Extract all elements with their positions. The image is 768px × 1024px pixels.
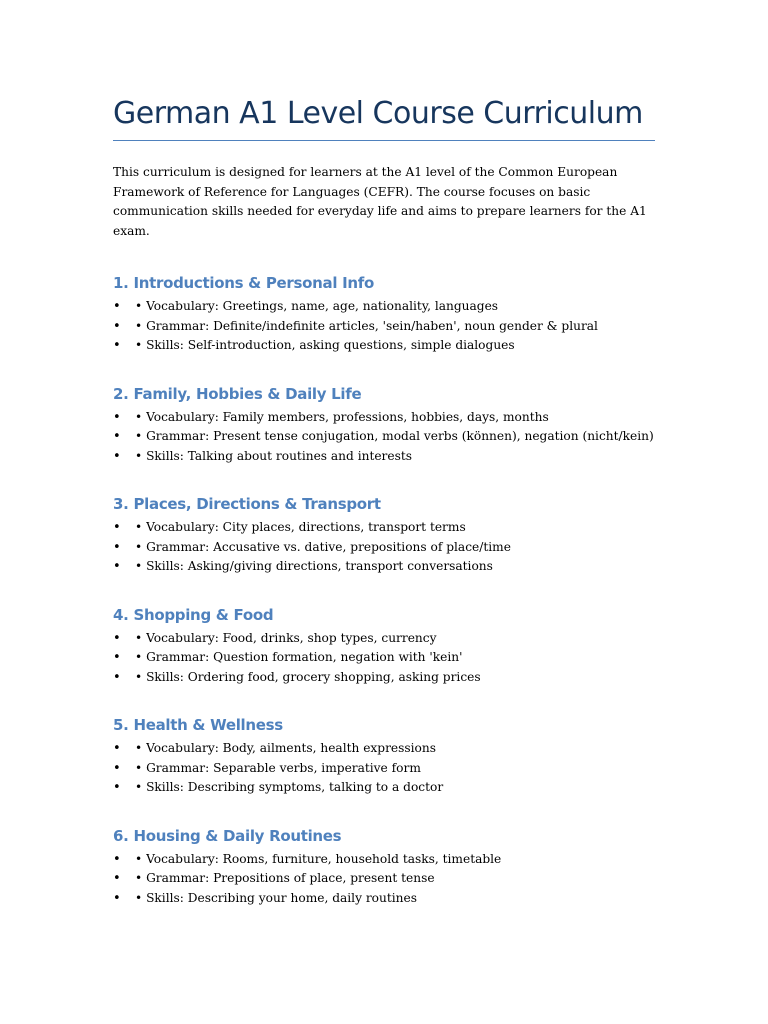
list-item: [113, 629, 655, 649]
list-item-text: • Grammar: Question formation, negation with 'kein': [135, 650, 463, 664]
section-bullet-list: [113, 297, 655, 356]
list-item: [113, 668, 655, 688]
list-item-text: • Vocabulary: Family members, professions, hobbies, days, months: [135, 409, 549, 424]
list-item-text: • Vocabulary: Body, ailments, health expressions: [135, 741, 436, 755]
bullet-icon: •: [113, 851, 121, 867]
list-item-text: • Grammar: Prepositions of place, present tense: [135, 871, 435, 885]
list-item: [113, 336, 655, 356]
list-item: [113, 759, 655, 779]
list-item: [113, 317, 655, 337]
section-heading: 4. Shopping & Food: [113, 605, 274, 624]
list-item: [113, 297, 655, 317]
curriculum-section: [113, 826, 655, 909]
list-item: [113, 648, 655, 668]
section-heading: 2. Family, Hobbies & Daily Life: [113, 384, 362, 403]
list-item-text: • Skills: Describing symptoms, talking to a doctor: [135, 780, 444, 794]
bullet-icon: •: [113, 559, 121, 574]
section-bullet-list: [113, 629, 655, 688]
section-bullet-list: [113, 518, 655, 577]
bullet-icon: •: [113, 409, 121, 425]
title-underline: [113, 140, 655, 141]
list-item: [113, 557, 655, 577]
intro-paragraph: This curriculum is designed for learners at the A1 level of the Common European Framework of Reference for Languages (CEFR). The course focuses on basic communication skills needed for everyday life and aims to prepare learners for the A1 exam.: [113, 165, 647, 238]
list-item: [113, 408, 655, 428]
curriculum-section: [113, 494, 655, 577]
bullet-icon: •: [113, 429, 121, 444]
list-item-text: • Vocabulary: Food, drinks, shop types, currency: [135, 630, 437, 645]
bullet-icon: •: [113, 760, 121, 776]
bullet-icon: •: [113, 871, 121, 886]
bullet-icon: •: [113, 448, 121, 464]
section-heading: 3. Places, Directions & Transport: [113, 495, 381, 513]
list-item-text: • Vocabulary: Greetings, name, age, nationality, languages: [135, 299, 499, 313]
bullet-icon: •: [113, 539, 121, 555]
list-item: [113, 427, 655, 447]
bullet-icon: •: [113, 780, 121, 795]
section-heading: 5. Health & Wellness: [113, 716, 283, 734]
list-item-text: • Skills: Describing your home, daily routines: [135, 890, 417, 905]
list-item-text: • Skills: Self-introduction, asking questions, simple dialogues: [135, 338, 515, 352]
section-heading: 6. Housing & Daily Routines: [113, 826, 342, 845]
sections-container: [113, 273, 655, 908]
list-item: [113, 778, 655, 798]
list-item: [113, 869, 655, 889]
curriculum-section: [113, 715, 655, 798]
list-item-text: • Grammar: Separable verbs, imperative form: [135, 760, 421, 775]
list-item-text: • Skills: Ordering food, grocery shopping, asking prices: [135, 669, 481, 684]
list-item-text: • Grammar: Definite/indefinite articles, 'sein/haben', noun gender & plural: [135, 318, 598, 333]
bullet-icon: •: [113, 650, 121, 665]
curriculum-section: [113, 384, 655, 467]
list-item-text: • Skills: Asking/giving directions, transport conversations: [135, 559, 493, 573]
section-heading: 1. Introductions & Personal Info: [113, 274, 375, 292]
document-title: German A1 Level Course Curriculum: [113, 96, 643, 131]
section-bullet-list: [113, 408, 655, 467]
bullet-icon: •: [113, 890, 121, 906]
bullet-icon: •: [113, 318, 121, 334]
list-item: [113, 889, 655, 909]
list-item: [113, 538, 655, 558]
list-item: [113, 518, 655, 538]
section-bullet-list: [113, 850, 655, 909]
bullet-icon: •: [113, 299, 121, 314]
section-bullet-list: [113, 739, 655, 798]
list-item: [113, 447, 655, 467]
bullet-icon: •: [113, 630, 121, 646]
curriculum-section: [113, 273, 655, 356]
list-item: [113, 739, 655, 759]
list-item-text: • Grammar: Present tense conjugation, modal verbs (können), negation (nicht/kein): [135, 429, 654, 443]
list-item-text: • Grammar: Accusative vs. dative, prepositions of place/time: [135, 539, 511, 554]
curriculum-section: [113, 605, 655, 688]
bullet-icon: •: [113, 338, 121, 353]
list-item-text: • Vocabulary: Rooms, furniture, household tasks, timetable: [135, 851, 502, 866]
list-item: [113, 850, 655, 870]
list-item-text: • Vocabulary: City places, directions, transport terms: [135, 520, 466, 534]
bullet-icon: •: [113, 520, 121, 535]
bullet-icon: •: [113, 741, 121, 756]
list-item-text: • Skills: Talking about routines and interests: [135, 448, 412, 463]
bullet-icon: •: [113, 669, 121, 685]
